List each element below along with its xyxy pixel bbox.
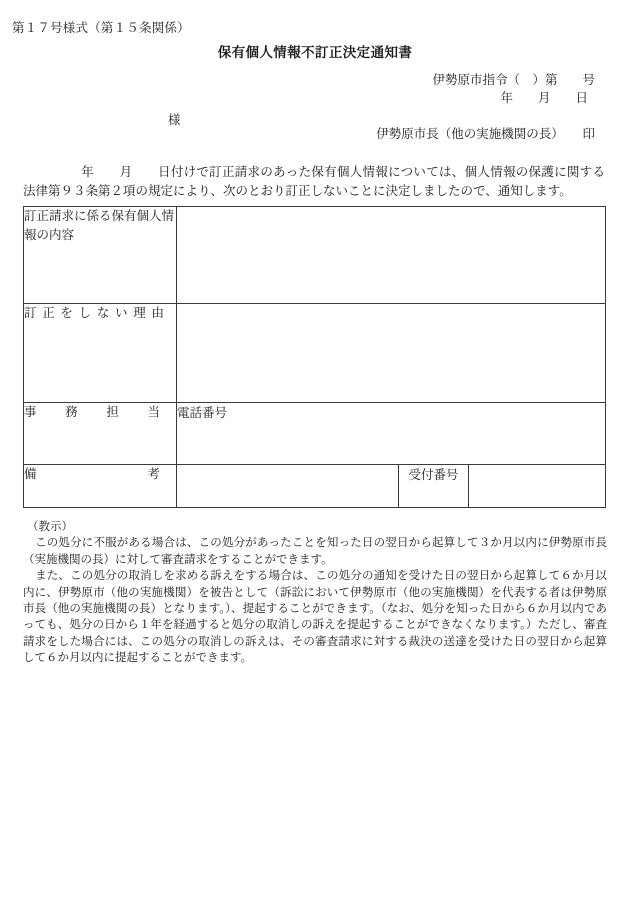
row-label-reason xyxy=(24,304,177,403)
page-title: 保有個人情報不訂正決定通知書 xyxy=(217,45,413,60)
document-number: 伊勢原市指令（ ）第 号 xyxy=(432,73,595,87)
notification-table xyxy=(23,206,606,508)
legal-notice xyxy=(23,519,607,667)
row-label-remarks xyxy=(24,465,177,508)
row-label-contact xyxy=(24,403,177,465)
receipt-number-value[interactable] xyxy=(469,465,606,508)
telephone-label: 電話番号 xyxy=(177,406,228,420)
receipt-number-label: 受付番号 xyxy=(399,465,469,508)
row-value-reason[interactable] xyxy=(177,304,606,403)
table-row xyxy=(24,403,606,465)
row-value-remarks[interactable] xyxy=(177,465,399,508)
form-number: 第１７号様式（第１５条関係） xyxy=(12,21,190,35)
row-value-contact[interactable] xyxy=(177,403,606,465)
body-text: 付けで訂正請求のあった保有個人情報については、個人情報の保護に関する法律第９３条第２項の規定により、次のとおり訂正しないことに決定しましたので、通知します。 xyxy=(23,165,605,198)
row-label-contact-text: 事務担当 xyxy=(24,405,160,419)
table-row xyxy=(24,465,606,508)
request-date-blank: 年 月 日 xyxy=(81,165,171,179)
body-paragraph xyxy=(23,163,605,201)
table-row xyxy=(24,304,606,403)
document-date: 年 月 日 xyxy=(500,91,588,105)
row-label-remarks-text: 備考 xyxy=(24,467,160,481)
notice-paragraph-2: また、この処分の取消しを求める訴えをする場合は、この処分の通知を受けた日の翌日から起算して６か月以内に、伊勢原市（他の実施機関）を被告として（訴訟において伊勢原市（他の実施機関）を代表する者は伊勢原市長（他の実施機関の長）となります。）、提起することができます。（なお、処分を知った日から６か月以内であっても、処分の日から１年を経過すると処分の取消しの訴えを提起することができなくなります。）ただし、審査請求をした場合には、この処分の取消しの訴えは、その審査請求に対する裁決の送達を受けた日の翌日から起算して６か月以内に提起することができます。 xyxy=(23,570,607,665)
notice-heading: （教示） xyxy=(27,521,73,533)
addressee-honorific: 様 xyxy=(168,113,181,127)
row-label-corrected-info: 訂正請求に係る保有個人情報の内容 xyxy=(24,207,177,304)
issuer-line: 伊勢原市長（他の実施機関の長） 印 xyxy=(376,127,595,141)
table-row xyxy=(24,207,606,304)
notice-paragraph-1: この処分に不服がある場合は、この処分があったことを知った日の翌日から起算して３か月以内に伊勢原市長（実施機関の長）に対して審査請求をすることができます。 xyxy=(23,537,607,566)
row-value-corrected-info[interactable] xyxy=(177,207,606,304)
row-label-reason-text: 訂正をしない理由 xyxy=(24,306,164,320)
